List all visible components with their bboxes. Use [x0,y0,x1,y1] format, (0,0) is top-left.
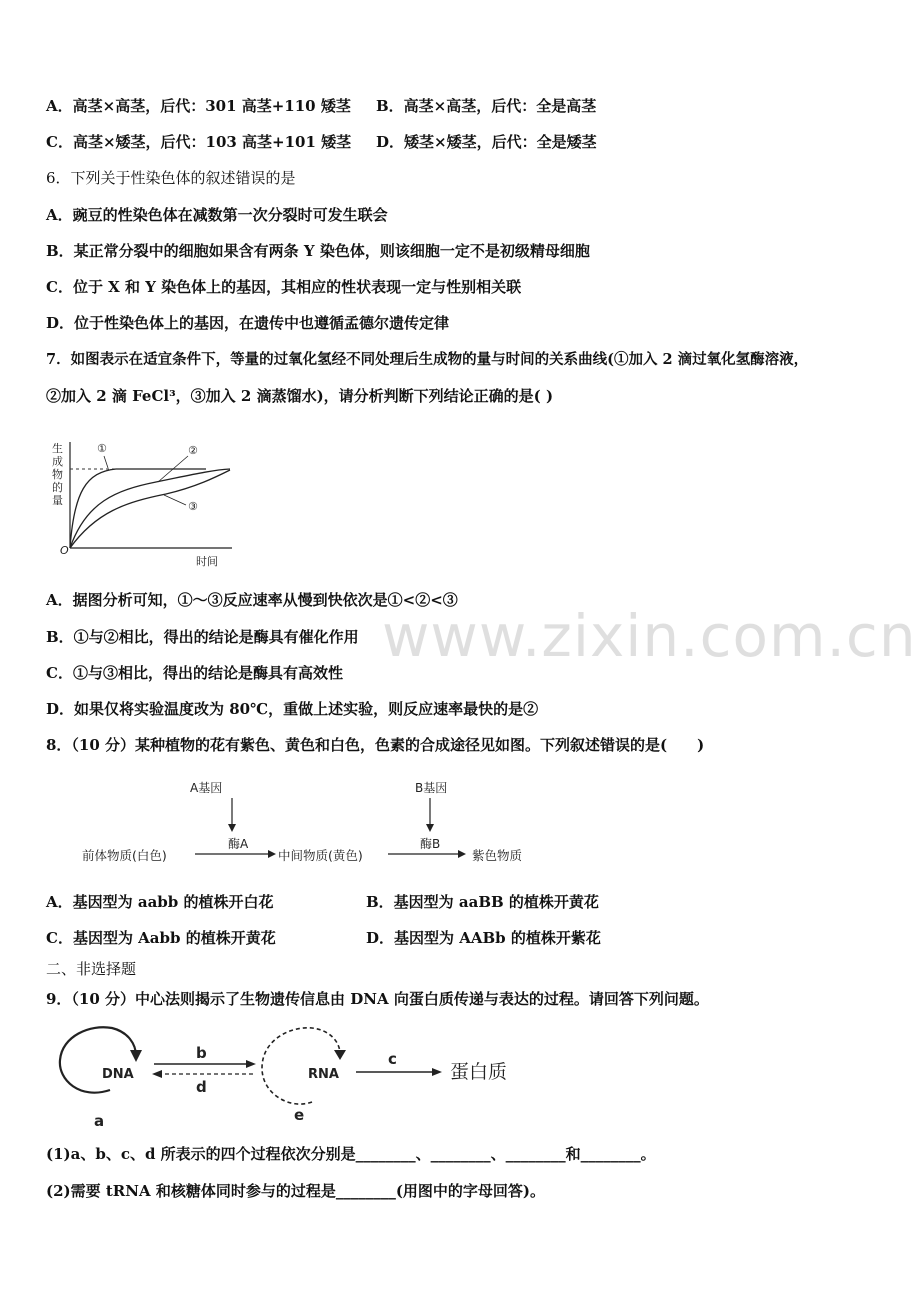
curve-2-label: ② [188,444,198,457]
gene-a-label: A基因 [190,781,223,795]
q7-reaction-graph [46,432,246,572]
watermark: www.zixin.com.cn [382,602,917,670]
q7-option-c: C．①与③相比，得出的结论是酶具有高效性 [46,664,343,682]
q7-option-a: A．据图分析可知，①～③反应速率从慢到快依次是①<②<③ [46,591,458,609]
precursor-label: 前体物质(白色) [82,848,167,863]
graph-x-label: 时间 [196,555,218,568]
q6-option-a: A．豌豆的性染色体在减数第一次分裂时可发生联会 [46,206,388,224]
q6-option-c: C．位于 X 和 Y 染色体上的基因，其相应的性状表现一定与性别相关联 [46,278,522,296]
q7-stem-line1: 7．如图表示在适宜条件下，等量的过氧化氢经不同处理后生成物的量与时间的关系曲线(①加入 2 滴过氧化氢酶溶液， [46,351,809,368]
curve-3-label: ③ [188,500,198,513]
enzyme-a-label: 酶A [228,837,249,851]
q9-stem: 9．（10 分）中心法则揭示了生物遗传信息由 DNA 向蛋白质传递与表达的过程。请回答下列问题。 [46,990,709,1008]
q6-stem: 6．下列关于性染色体的叙述错误的是 [46,169,296,187]
q8-pigment-pathway [60,772,560,872]
q9-central-dogma-diagram [50,1020,550,1132]
q9-sub1: (1)a、b、c、d 所表示的四个过程依次分别是________、________、________和________。 [46,1145,656,1163]
q7-option-b: B．①与②相比，得出的结论是酶具有催化作用 [46,628,359,646]
q9-sub2: (2)需要 tRNA 和核糖体同时参与的过程是________(用图中的字母回答)。 [46,1182,546,1200]
q7-option-d: D．如果仅将实验温度改为 80℃，重做上述实验，则反应速率最快的是② [46,700,539,718]
curve-1-label: ① [97,442,107,455]
q6-option-b: B．某正常分裂中的细胞如果含有两条 Y 染色体，则该细胞一定不是初级精母细胞 [46,242,590,260]
enzyme-b-label: 酶B [420,837,441,851]
graph-y-label-2: 成 [52,455,63,468]
rna-label: RNA [308,1067,339,1082]
q5-option-a: A．高茎×高茎，后代：301 高茎+110 矮茎 [46,97,351,115]
label-b: b [196,1044,207,1062]
gene-b-label: B基因 [415,781,448,795]
label-c: c [388,1050,397,1068]
dna-label: DNA [102,1067,134,1082]
q8-option-c: C．基因型为 Aabb 的植株开黄花 [46,929,276,947]
graph-origin-label: O [60,544,69,557]
section-2-title: 二、非选择题 [46,960,137,978]
intermediate-label: 中间物质(黄色) [278,848,363,863]
label-a: a [94,1112,105,1130]
graph-y-label-3: 物 [52,468,63,481]
protein-label: 蛋白质 [450,1061,508,1083]
graph-y-label-1: 生 [52,442,63,455]
product-label: 紫色物质 [472,848,523,863]
q7-stem-line2: ②加入 2 滴 FeCl³，③加入 2 滴蒸馏水)，请分析判断下列结论正确的是( ) [46,387,554,405]
label-e: e [294,1106,305,1124]
curve-1 [70,469,206,548]
q5-option-b: B．高茎×高茎，后代：全是高茎 [376,97,597,115]
q8-option-a: A．基因型为 aabb 的植株开白花 [46,893,274,911]
q6-option-d: D．位于性染色体上的基因，在遗传中也遵循孟德尔遗传定律 [46,314,450,332]
label-d: d [196,1078,207,1096]
q5-option-c: C．高茎×矮茎，后代：103 高茎+101 矮茎 [46,133,352,151]
graph-y-label-5: 量 [52,494,63,507]
q8-stem: 8．（10 分）某种植物的花有紫色、黄色和白色，色素的合成途径见如图。下列叙述错误的是( ) [46,736,705,754]
q8-option-d: D．基因型为 AABb 的植株开紫花 [366,929,601,947]
graph-y-label-4: 的 [52,481,63,494]
q5-option-d: D．矮茎×矮茎，后代：全是矮茎 [376,133,597,151]
q8-option-b: B．基因型为 aaBB 的植株开黄花 [366,893,599,911]
